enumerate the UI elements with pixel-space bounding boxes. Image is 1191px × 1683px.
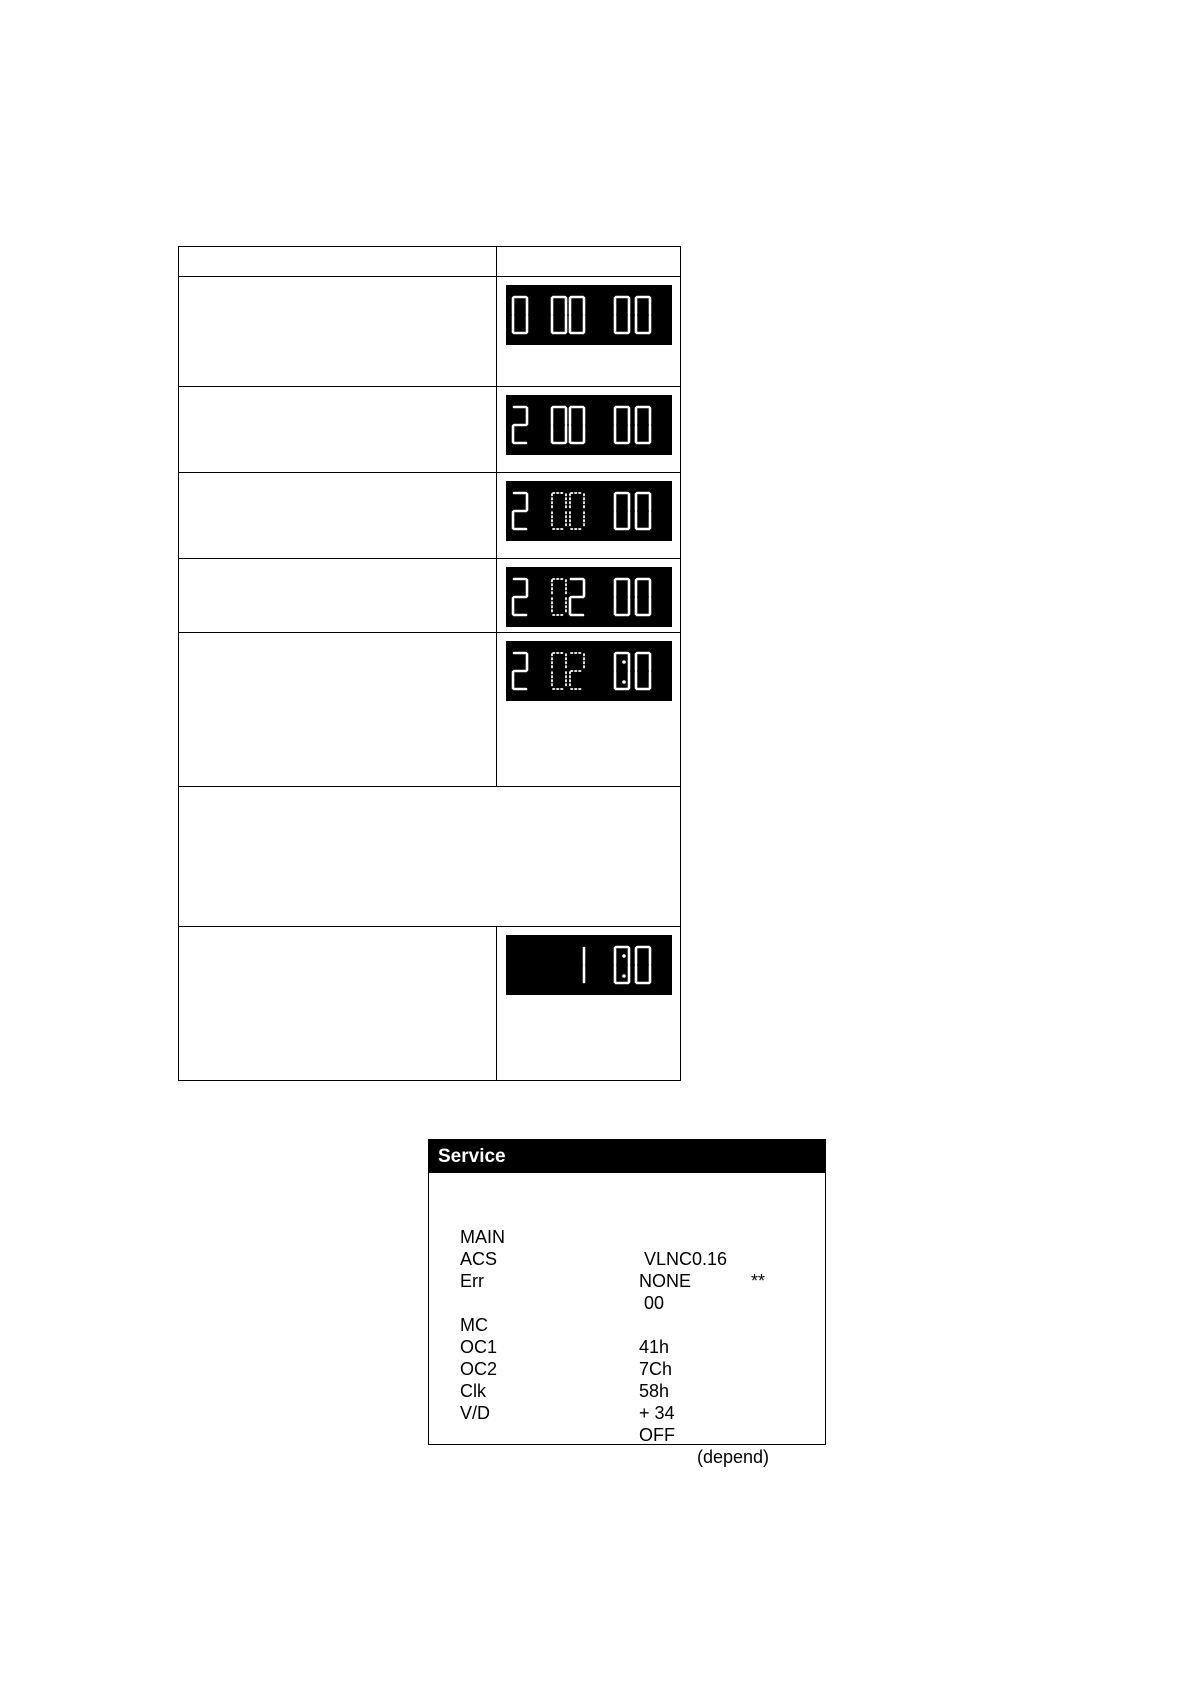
fl-display bbox=[506, 935, 672, 995]
service-info-list bbox=[460, 1204, 770, 1467]
merged-note-cell bbox=[179, 787, 681, 927]
display-digit bbox=[570, 653, 584, 689]
service-extra: (depend) bbox=[697, 1447, 770, 1467]
display-digit bbox=[570, 579, 584, 615]
display-digit bbox=[615, 947, 629, 983]
display-digit bbox=[615, 579, 629, 615]
service-menu-panel bbox=[428, 1139, 826, 1467]
display-digit bbox=[615, 297, 629, 333]
table-row bbox=[179, 927, 681, 1081]
display-digit bbox=[615, 653, 629, 689]
display-digit bbox=[615, 407, 629, 443]
display-digit bbox=[552, 493, 566, 529]
service-label: V/D bbox=[460, 1403, 491, 1423]
fl-display bbox=[506, 395, 672, 455]
service-value: 00 bbox=[639, 1293, 665, 1313]
header-step-cell bbox=[179, 247, 497, 277]
display-digit bbox=[570, 493, 584, 529]
display-cell bbox=[497, 277, 681, 387]
display-digit bbox=[636, 947, 650, 983]
seven-segment-digits bbox=[506, 641, 672, 701]
service-row-err bbox=[460, 1248, 665, 1313]
service-menu-title: Service bbox=[429, 1140, 825, 1173]
service-value: OFF bbox=[639, 1425, 675, 1445]
display-cell bbox=[497, 633, 681, 787]
seven-segment-digits bbox=[506, 285, 672, 345]
fl-display bbox=[506, 481, 672, 541]
display-digit bbox=[513, 493, 527, 529]
colon-dot bbox=[622, 660, 626, 664]
fl-display bbox=[506, 285, 672, 345]
step-cell bbox=[179, 633, 497, 787]
step-cell bbox=[179, 277, 497, 387]
seven-segment-digits bbox=[506, 395, 672, 455]
fl-display bbox=[506, 567, 672, 627]
display-digit bbox=[552, 579, 566, 615]
colon-dot bbox=[622, 954, 626, 958]
header-display-cell bbox=[497, 247, 681, 277]
display-digit bbox=[636, 407, 650, 443]
display-cell bbox=[497, 927, 681, 1081]
display-cell bbox=[497, 387, 681, 473]
table-row bbox=[179, 473, 681, 559]
service-label: MAIN bbox=[460, 1227, 505, 1247]
service-value: NONE bbox=[639, 1271, 692, 1291]
service-label: OC2 bbox=[460, 1359, 498, 1379]
seven-segment-digits bbox=[506, 481, 672, 541]
table-row-merged bbox=[179, 787, 681, 927]
table-header-row bbox=[179, 247, 681, 277]
display-cell bbox=[497, 559, 681, 633]
display-digit bbox=[552, 407, 566, 443]
service-extra: ** bbox=[751, 1271, 766, 1291]
display-digit bbox=[570, 297, 584, 333]
display-digit bbox=[636, 579, 650, 615]
seven-segment-digits bbox=[506, 567, 672, 627]
service-value: 58h bbox=[639, 1381, 670, 1401]
display-digit bbox=[636, 653, 650, 689]
step-cell bbox=[179, 473, 497, 559]
display-digit bbox=[570, 407, 584, 443]
display-digit bbox=[513, 297, 527, 333]
step-cell bbox=[179, 559, 497, 633]
colon-dot bbox=[622, 974, 626, 978]
fl-display bbox=[506, 641, 672, 701]
service-label: MC bbox=[460, 1315, 488, 1335]
service-value: 7Ch bbox=[639, 1359, 673, 1379]
step-cell bbox=[179, 387, 497, 473]
table-row bbox=[179, 387, 681, 473]
procedure-table bbox=[178, 246, 681, 1081]
display-digit bbox=[636, 493, 650, 529]
step-cell bbox=[179, 927, 497, 1081]
service-label: Clk bbox=[460, 1381, 486, 1401]
display-cell bbox=[497, 473, 681, 559]
display-digit bbox=[552, 297, 566, 333]
display-digit bbox=[552, 653, 566, 689]
service-value: VLNC0.16 bbox=[639, 1249, 728, 1269]
service-label: ACS bbox=[460, 1249, 498, 1269]
seven-segment-digits bbox=[506, 935, 672, 995]
display-digit bbox=[615, 493, 629, 529]
display-digit bbox=[636, 297, 650, 333]
display-digit bbox=[513, 653, 527, 689]
table-row bbox=[179, 559, 681, 633]
table-row bbox=[179, 633, 681, 787]
display-digit bbox=[513, 579, 527, 615]
table-row bbox=[179, 277, 681, 387]
service-label: Err bbox=[460, 1271, 484, 1291]
display-digit bbox=[513, 407, 527, 443]
service-value: + 34 bbox=[639, 1403, 675, 1423]
service-value: 41h bbox=[639, 1337, 670, 1357]
service-label: OC1 bbox=[460, 1337, 498, 1357]
colon-dot bbox=[622, 680, 626, 684]
